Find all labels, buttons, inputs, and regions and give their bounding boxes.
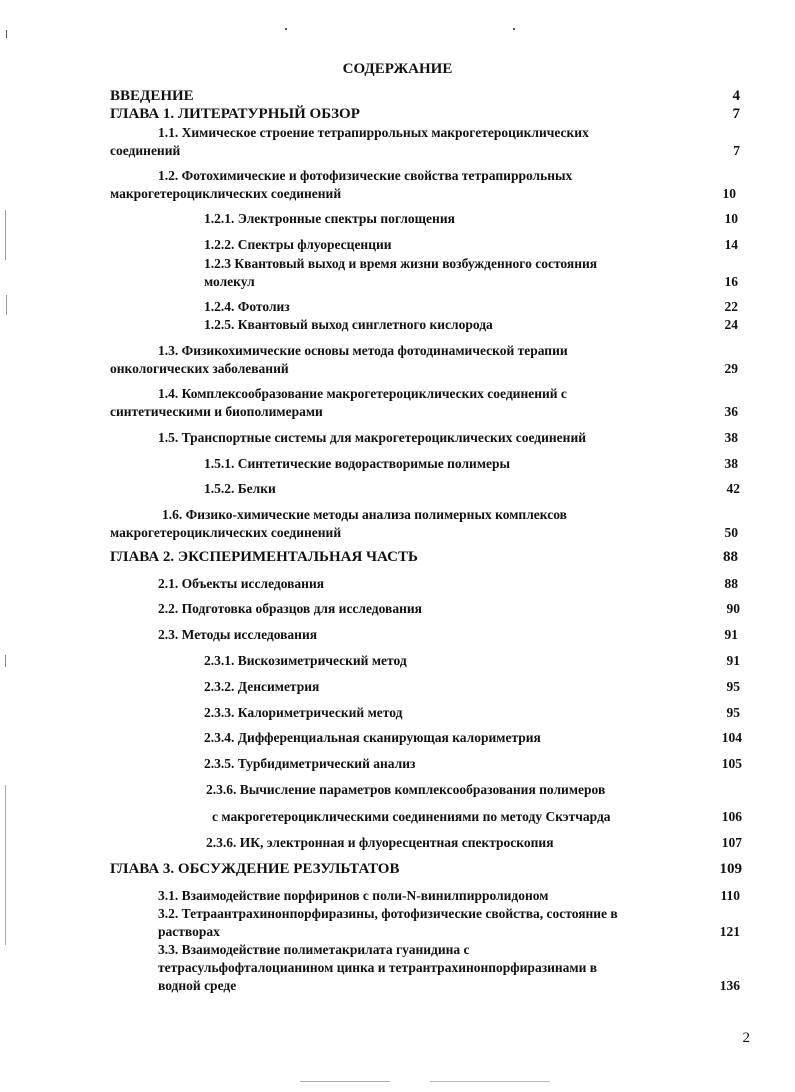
toc-entry-page: 50 [724,525,738,540]
toc-entry-page: 38 [724,456,738,471]
toc-entry-text: 1.2.2. Спектры флуоресценции [204,237,392,252]
toc-entry-page: 110 [720,888,740,903]
toc-entry-text: ГЛАВА 1. ЛИТЕРАТУРНЫЙ ОБЗОР [110,106,360,122]
toc-entry-text-cont: молекул [204,274,255,289]
toc-entry-text-cont: соединений [110,143,181,158]
toc-entry-page: 106 [721,809,742,824]
toc-entry-text: 1.6. Физико-химические методы анализа полимерных комплексов [162,507,567,522]
scan-speck [513,28,515,30]
toc-entry-text: 2.2. Подготовка образцов для исследования [158,601,422,616]
scan-speck [5,655,6,667]
toc-entry-text-cont: онкологических заболеваний [110,361,289,376]
toc-entry-page: 88 [723,549,738,565]
scan-speck [6,30,7,38]
toc-entry-text: 3.3. Взаимодействие полиметакрилата гуанидина с [158,942,470,957]
toc-entry-text: 1.2.5. Квантовый выход синглетного кислорода [204,317,493,332]
scan-speck [5,785,6,945]
toc-entry-page: 90 [726,601,740,616]
toc-entry-text: 1.2.3 Квантовый выход и время жизни возбужденного состояния [204,256,598,271]
toc-entry-page: 10 [724,211,738,226]
toc-entry-text: 2.3.3. Калориметрический метод [204,705,403,720]
toc-entry-page: 136 [719,978,740,993]
toc-entry-text: 1.4. Комплексообразование макрогетероциклических соединений с [158,386,567,401]
toc-entry-text: 1.5. Транспортные системы для макрогетероциклических соединений [158,430,587,445]
toc-entry-page: 14 [724,237,738,252]
toc-entry-page: 7 [732,106,740,122]
toc-entry-page: 10 [722,186,736,201]
toc-entry-text: 2.3.6. Вычисление параметров комплексообразования полимеров [206,782,606,797]
toc-entry-page: 36 [724,404,738,419]
toc-entry-page: 4 [732,88,740,104]
toc-entry-text-cont: тетрасульфофталоцианином цинка и тетрантрахинонпорфиразинами в [158,960,598,975]
toc-entry-page: 42 [726,481,740,496]
toc-entry-text: ГЛАВА 2. ЭКСПЕРИМЕНТАЛЬНАЯ ЧАСТЬ [110,549,418,565]
toc-entry-text: 1.5.1. Синтетические водорастворимые полимеры [204,456,511,471]
toc-entry-page: 91 [726,653,740,668]
toc-entry-text-cont: синтетическими и биополимерами [110,404,323,419]
toc-entry-text: 2.3.1. Вискозиметрический метод [204,653,407,668]
scan-speck [430,1081,550,1082]
toc-entry-text: 1.1. Химическое строение тетрапиррольных макрогетероциклических [158,125,589,140]
toc-entry-text-cont: с макрогетероциклическими соединениями по методу Скэтчарда [212,809,611,824]
toc-entry-text: 1.5.2. Белки [204,481,276,496]
toc-entry-page: 29 [724,361,738,376]
scan-speck [5,210,6,260]
toc-entry-text: 2.3.6. ИК, электронная и флуоресцентная спектроскопия [206,835,554,850]
toc-entry-page: 24 [724,317,738,332]
toc-entry-page: 95 [726,679,740,694]
toc-entry-text: 1.2.4. Фотолиз [204,299,290,314]
toc-entry-page: 38 [724,430,738,445]
toc-entry-text: 1.3. Физикохимические основы метода фотодинамической терапии [158,343,568,358]
page-number: 2 [742,1030,750,1046]
toc-entry-text: 2.3. Методы исследования [158,627,318,642]
toc-entry-page: 107 [721,835,742,850]
toc-entry-text-cont: растворах [158,924,220,939]
toc-title: СОДЕРЖАНИЕ [342,61,453,77]
toc-entry-text: 2.1. Объекты исследования [158,576,325,591]
toc-entry-text: 2.3.4. Дифференциальная сканирующая калориметрия [204,730,541,745]
toc-entry-text: 2.3.2. Денсиметрия [204,679,320,694]
toc-entry-page: 88 [724,576,738,591]
toc-entry-page: 91 [724,627,738,642]
scan-speck [300,1081,390,1082]
toc-entry-page: 121 [719,924,740,939]
toc-entry-page: 22 [724,299,738,314]
toc-entry-text: ГЛАВА 3. ОБСУЖДЕНИЕ РЕЗУЛЬТАТОВ [110,861,400,877]
toc-entry-page: 105 [721,756,742,771]
toc-entry-page: 109 [719,861,742,877]
toc-entry-text: 1.2.1. Электронные спектры поглощения [204,211,455,226]
scan-speck [285,28,287,30]
toc-entry-text: 1.2. Фотохимические и фотофизические свойства тетрапиррольных [158,168,573,183]
toc-entry-page: 7 [733,143,740,158]
toc-entry-page: 16 [724,274,738,289]
toc-entry-page: 104 [721,730,742,745]
toc-entry-page: 95 [726,705,740,720]
toc-entry-text-cont: макрогетероциклических соединений [110,186,342,201]
toc-entry-text-cont: макрогетероциклических соединений [110,525,342,540]
toc-entry-text: 3.1. Взаимодействие порфиринов с поли-N-винилпирролидоном [158,888,549,903]
toc-entry-text: 2.3.5. Турбидиметрический анализ [204,756,416,771]
toc-entry-text-cont: водной среде [158,978,237,993]
scan-speck [6,295,7,315]
toc-entry-text: ВВЕДЕНИЕ [110,88,194,104]
toc-entry-text: 3.2. Тетраантрахинонпорфиразины, фотофизические свойства, состояние в [158,906,618,921]
